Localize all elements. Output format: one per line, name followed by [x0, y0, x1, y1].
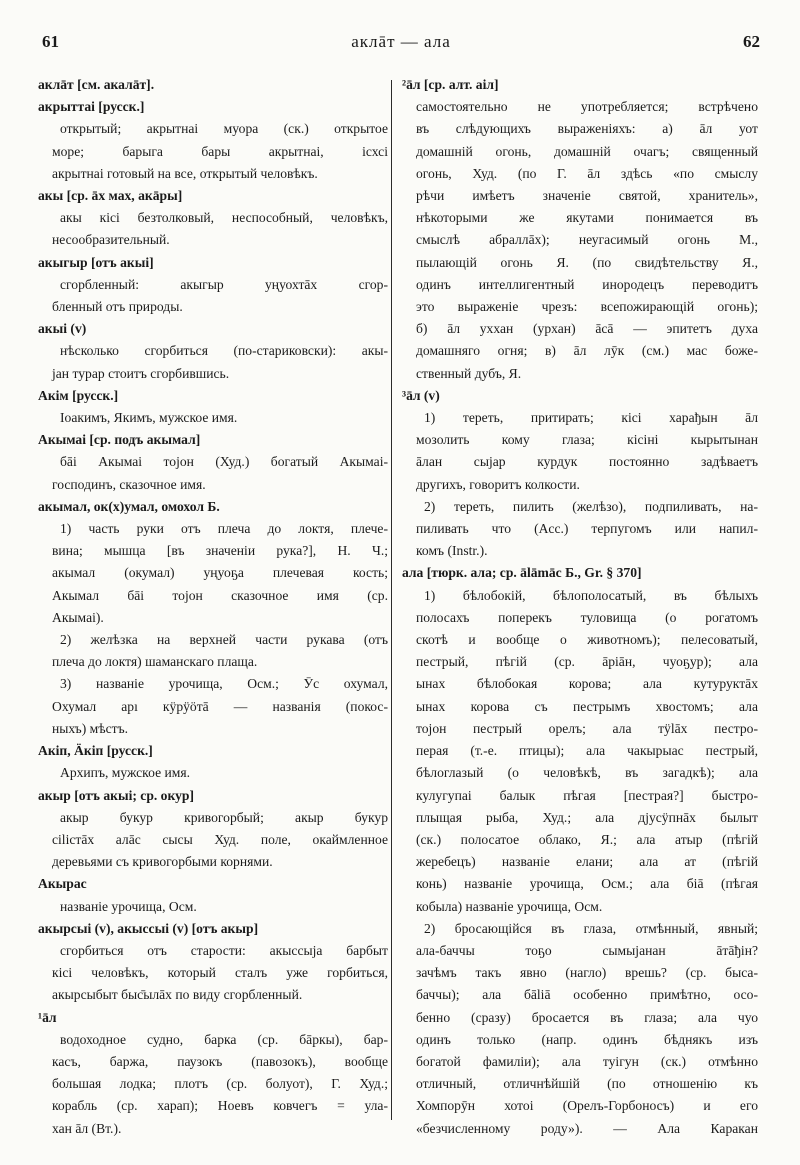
text-line: (ск.) полосатое облако, Я.; ала атыр (пѣгій: [416, 831, 758, 847]
text-line: баччы); ала бālіā особенно примѣтно, осо-: [416, 987, 758, 1003]
text-line: 1) тереть, притирать; кісі харађын āл: [424, 410, 758, 426]
text-line: въ слѣдующихъ выраженіяхъ: а) āл уот: [416, 121, 758, 137]
text-line: Акіп, Ӓкіп [русск.]: [38, 743, 153, 759]
text-line: домашняго огня; в) āл лӯк (см.) мас боже-: [416, 343, 758, 359]
text-line: нѣсколько сгорбиться (по-стариковски): акы-: [60, 343, 388, 359]
text-line: ¹āл: [38, 1009, 57, 1025]
text-line: акрытнаі готовый на все, открытый человѣкъ.: [52, 165, 318, 181]
text-line: кісі человѣкъ, который сталъ уже горбиться,: [52, 965, 388, 981]
text-line: акыр [отъ акыі; ср. окур]: [38, 787, 195, 803]
text-line: открытый; акрытнаі муора (ск.) открытое: [60, 121, 388, 137]
text-line: акы [ср. āх мах, акāры]: [38, 188, 183, 204]
text-line: касъ, баржа, паузокъ (павозокъ), вообще: [52, 1053, 388, 1069]
text-line: 2) бросающійся въ глаза, отмѣнный, явный;: [424, 920, 758, 936]
text-line: сіlістāх алāс сысы Худ. поле, окаймленное: [52, 831, 388, 847]
page-number-right: 62: [743, 32, 760, 51]
text-line: перая (т.-е. птицы); ала чакырыас пестрый,: [416, 743, 758, 759]
text-line: б) āл уххан (урхан) āсā — эпитетъ духа: [416, 321, 758, 337]
text-line: жеребецъ) названіе елани; ала ат (пѣгій: [416, 854, 758, 870]
text-line: ственный дубъ, Я.: [416, 365, 522, 381]
text-line: водоходное судно, барка (ср. бāркы), бар-: [60, 1031, 388, 1047]
text-line: большая лодка; плотъ (ср. болуот), Г. Худ.;: [52, 1076, 388, 1092]
text-line: Архипъ, мужское имя.: [60, 765, 191, 781]
text-line: 2) желѣзка на верхней части рукава (отъ: [60, 632, 388, 648]
text-line: Акымаі).: [52, 609, 104, 625]
text-line: комъ (Instr.).: [416, 543, 488, 559]
text-line: Іоакимъ, Якимъ, мужское имя.: [60, 410, 238, 426]
text-line: сгорбиться отъ старости: акыссыја барбыт: [60, 942, 388, 958]
text-line: акрыттаі [русск.]: [38, 99, 145, 115]
text-line: полосахъ поперекъ туловища (о рогатомъ: [416, 609, 758, 625]
text-line: јан турар стоитъ сгорбившись.: [52, 365, 230, 381]
text-line: ²āл [ср. алт. аіл]: [402, 77, 499, 92]
text-line: вина; мышца [въ значеніи рука?], Н. Ч.;: [52, 543, 388, 559]
text-line: Акырас: [38, 876, 87, 892]
text-line: Хомпорӯн хотоі (Орелъ-Горбоносъ) и его: [416, 1098, 758, 1114]
right-column: [402, 74, 758, 1140]
text-line: это выраженіе чрезъ: всепожирающій огонь);: [416, 299, 758, 315]
text-line: Охумал арı кӱрӱӧтā — названія (покос-: [52, 698, 388, 714]
text-line: господинъ, сказочное имя.: [52, 476, 206, 492]
text-line: «безчисленному роду»). — Ала Каракан: [416, 1120, 758, 1136]
text-line: 1) часть руки отъ плеча до локтя, плече-: [60, 521, 388, 537]
text-line: сгорбленный: акыгыр уңуохтāх сгор-: [60, 276, 388, 292]
text-line: скотѣ и вообще о животномъ); пелесоватый,: [416, 632, 758, 648]
text-line: море; барыга бары акрытнаі, ісхсі: [52, 143, 388, 159]
text-line: ынах бѣлобокая корова; ала кутуруктāх: [416, 676, 758, 692]
page-header: [42, 30, 760, 54]
text-line: домашній огонь, домашній очагъ; священный: [416, 143, 758, 159]
text-line: отличный, отличнѣйшій (по отношенію къ: [416, 1076, 758, 1092]
text-line: смыслѣ абраллāх); неугасимый огонь М.,: [416, 232, 758, 248]
text-line: ала-баччы тоҕо сымыјанан āтāђін?: [416, 942, 758, 958]
text-line: акымал, ок(х)умал, омохол Б.: [38, 498, 220, 514]
text-line: акырсыі (v), акыссыі (v) [отъ акыр]: [38, 920, 259, 936]
text-line: деревьями съ кривогорбыми корнями.: [52, 854, 273, 870]
text-line: акыр букур кривогорбый; акыр букур: [60, 809, 388, 825]
text-line: одинъ только (напр. одинъ бѣднякъ изъ: [416, 1031, 758, 1047]
text-line: корабль (ср. харап); Ноевъ ковчегъ = ула-: [52, 1098, 388, 1114]
text-line: акы кісі безтолковый, неспособный, человѣкъ,: [60, 210, 388, 226]
text-line: мозолить кому глаза; кісіні кырытынан: [416, 432, 758, 448]
column-divider: [391, 80, 392, 1120]
text-line: акырсыбыт быс̄ылāх по виду сгорбленный.: [52, 987, 303, 1003]
text-line: пестрый, пѣгій (ср. āріāн, чуоҕур); ала: [416, 654, 758, 670]
text-line: огонь, Худ. (по Г. āл здѣсь «по смыслу: [416, 165, 758, 181]
text-line: плеча до локтя) шаманскаго плаща.: [52, 654, 258, 670]
text-line: акымал (окумал) уңуоҕа плечевая кость;: [52, 565, 388, 581]
text-line: бѣлоглазый (о человѣкѣ, въ загадкѣ); ала: [416, 765, 758, 781]
text-line: акыі (v): [38, 321, 87, 337]
text-line: 1) бѣлобокій, бѣлополосатый, въ бѣлыхъ: [424, 587, 758, 603]
text-line: бенно (сразу) бросается въ глаза; ала чуо: [416, 1009, 758, 1025]
text-line: Акім [русск.]: [38, 387, 119, 403]
text-line: Акымаі [ср. подъ акымал]: [38, 432, 201, 448]
text-line: названіе урочища, Осм.: [60, 898, 197, 914]
text-line: одинъ интеллигентный инородецъ переводитъ: [416, 276, 758, 292]
left-column: [38, 74, 388, 1140]
text-line: другихъ, говоритъ колкости.: [416, 476, 580, 492]
text-line: бленный отъ природы.: [52, 299, 183, 315]
text-line: несообразительный.: [52, 232, 170, 248]
text-line: ³āл (v): [402, 387, 440, 403]
text-line: богатой фамиліи); ала туігун (ск.) отмѣнно: [416, 1053, 758, 1069]
text-line: 3) названіе урочища, Осм.; Ӯс охумал,: [60, 676, 388, 692]
page-number-left: 61: [42, 32, 59, 51]
text-line: самостоятельно не употребляется; встрѣчено: [416, 99, 758, 115]
text-line: бāі Акымаі тојон (Худ.) богатый Акымаі-: [60, 454, 388, 470]
text-line: конь) названіе урочища, Осм.; ала біā (пѣгая: [416, 876, 758, 892]
text-line: тојон пестрый орелъ; ала тӱlāх пестро-: [416, 720, 758, 736]
text-line: 2) тереть, пилить (желѣзо), подпиливать, на-: [424, 498, 758, 514]
text-line: зачѣмъ такъ явно (нагло) врешь? (ср. быса-: [416, 965, 758, 981]
text-line: āлан сыјар курдук постоянно задѣваетъ: [416, 454, 758, 470]
text-line: ныхъ) мѣстъ.: [52, 720, 129, 736]
text-line: хан āл (Вт.).: [52, 1120, 122, 1136]
text-line: Акымал бāі тојон сказочное имя (ср.: [52, 587, 388, 603]
text-line: нѣкоторыми же якутами понимается въ: [416, 210, 758, 226]
text-line: рѣчи имѣетъ значеніе святой, хранитель»,: [416, 188, 758, 204]
text-line: плыщая рыба, Худ.; ала дјусӱпнāх былыт: [416, 809, 758, 825]
text-line: ынах корова съ пестрымъ хвостомъ; ала: [416, 698, 758, 714]
text-line: пиливать что (Acc.) терпугомъ или напил-: [416, 521, 758, 537]
text-line: аклāт [см. акалāт].: [38, 77, 155, 92]
text-line: кобыла) названіе урочища, Осм.: [416, 898, 603, 914]
running-title: аклāт — ала: [351, 32, 451, 51]
text-line: кулугупаі балык пѣгая [пестрая?] быстро-: [416, 787, 758, 803]
text-line: акыгыр [отъ акыі]: [38, 254, 154, 270]
text-line: ала [тюрк. ала; ср. ālāmāc Б., Gr. § 370]: [402, 565, 642, 581]
text-line: пылающій огонь Я. (по свидѣтельству Я.,: [416, 254, 758, 270]
